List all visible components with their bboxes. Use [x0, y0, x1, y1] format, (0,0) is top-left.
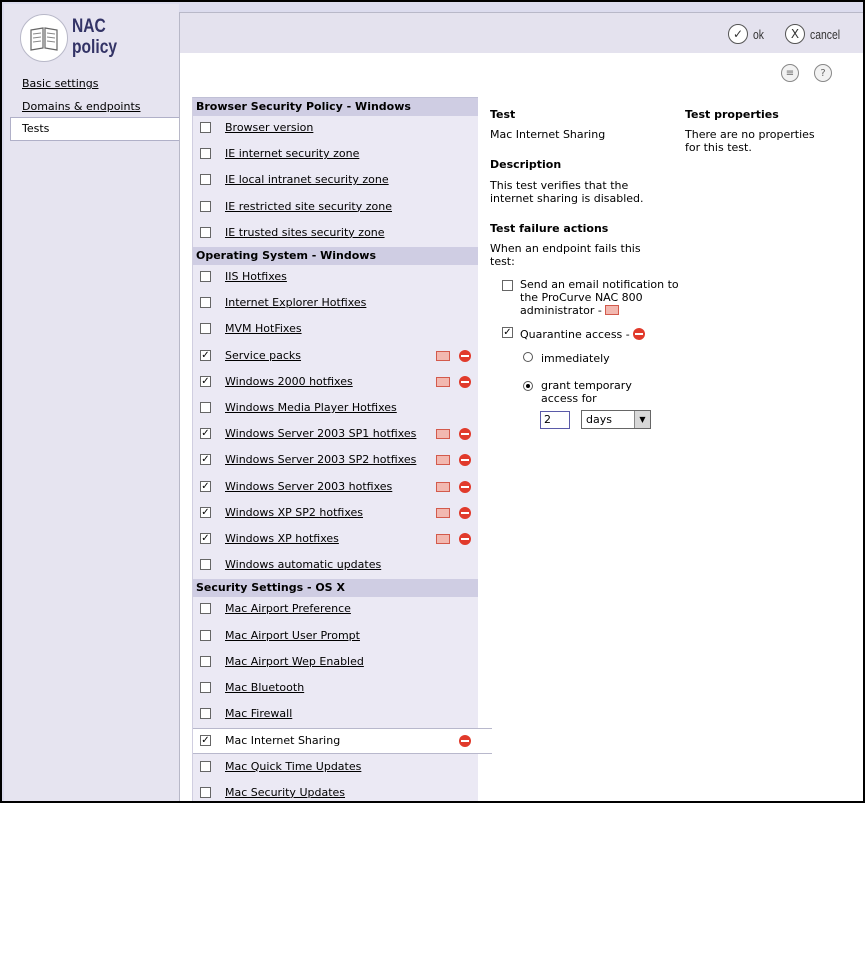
- cancel-button[interactable]: [785, 24, 848, 44]
- test-checkbox[interactable]: [200, 603, 211, 614]
- test-checkbox[interactable]: ✓: [201, 506, 210, 518]
- test-row[interactable]: [193, 553, 478, 579]
- list-icon[interactable]: ≡: [781, 64, 799, 82]
- test-checkbox[interactable]: ✓: [201, 349, 210, 361]
- main-panel: [179, 12, 865, 802]
- test-label[interactable]: MVM HotFixes: [225, 322, 302, 336]
- test-label[interactable]: Windows Server 2003 hotfixes: [225, 479, 393, 493]
- test-checkbox[interactable]: [200, 174, 211, 185]
- nav-basic-settings[interactable]: Basic settings: [22, 77, 99, 90]
- quarantine-icon: [459, 428, 471, 440]
- test-checkbox[interactable]: [200, 656, 211, 667]
- quarantine-icon: [633, 328, 645, 340]
- test-row[interactable]: [193, 317, 478, 343]
- test-label[interactable]: Mac Firewall: [225, 707, 293, 721]
- failure-actions-heading: Test failure actions: [490, 222, 609, 235]
- test-properties-text: There are no properties for this test.: [685, 128, 815, 154]
- test-label[interactable]: IIS Hotfixes: [225, 270, 287, 283]
- quarantine-access-checkbox[interactable]: ✓: [503, 327, 512, 338]
- test-row[interactable]: [193, 448, 478, 474]
- test-row[interactable]: [193, 422, 478, 448]
- nav-tests[interactable]: Tests: [10, 117, 179, 141]
- ok-label: ok: [753, 26, 764, 42]
- check-icon: ✓: [728, 24, 748, 44]
- test-name: Mac Internet Sharing: [490, 128, 606, 141]
- test-checkbox[interactable]: [200, 630, 211, 641]
- test-label[interactable]: Mac Airport Wep Enabled: [225, 654, 364, 668]
- test-heading: Test: [490, 108, 516, 121]
- test-row[interactable]: [193, 755, 478, 781]
- immediately-label: immediately: [541, 352, 610, 365]
- test-row[interactable]: [193, 728, 492, 754]
- test-row[interactable]: [193, 702, 478, 728]
- quarantine-access-label: [520, 326, 645, 341]
- ok-button[interactable]: [728, 24, 767, 44]
- group-header: Security Settings - OS X: [193, 579, 478, 597]
- test-checkbox[interactable]: ✓: [201, 533, 210, 544]
- group-header: Operating System - Windows: [193, 247, 478, 265]
- mail-icon: [436, 429, 450, 439]
- test-label[interactable]: Windows Server 2003 SP2 hotfixes: [225, 453, 417, 467]
- test-label[interactable]: Mac Security Updates: [225, 785, 346, 799]
- test-checkbox[interactable]: [200, 761, 211, 772]
- close-icon: X: [785, 24, 805, 44]
- quarantine-icon: [459, 533, 471, 545]
- mail-icon: [436, 534, 450, 544]
- test-checkbox[interactable]: [200, 787, 211, 798]
- test-checkbox[interactable]: ✓: [201, 735, 210, 747]
- test-label[interactable]: IE restricted site security zone: [225, 199, 392, 213]
- email-notification-checkbox[interactable]: [502, 280, 513, 291]
- test-label[interactable]: Mac Bluetooth: [225, 681, 305, 694]
- test-label[interactable]: Internet Explorer Hotfixes: [225, 296, 367, 310]
- failure-intro: When an endpoint fails this test:: [490, 242, 641, 268]
- test-checkbox[interactable]: [200, 201, 211, 212]
- test-row[interactable]: [193, 195, 478, 221]
- test-label[interactable]: Mac Airport User Prompt: [225, 628, 360, 642]
- test-label[interactable]: Mac Quick Time Updates: [225, 759, 362, 773]
- duration-unit-select[interactable]: [581, 410, 651, 429]
- test-checkbox[interactable]: [200, 682, 211, 693]
- top-toolbar: [180, 13, 865, 53]
- test-label[interactable]: Windows 2000 hotfixes: [225, 374, 353, 388]
- test-row[interactable]: [193, 344, 478, 370]
- mail-icon: [436, 351, 450, 361]
- mail-icon: [436, 508, 450, 518]
- quarantine-access-text: Quarantine access -: [520, 328, 630, 341]
- test-checkbox[interactable]: [200, 559, 211, 570]
- test-checkbox[interactable]: [200, 402, 211, 413]
- help-icon[interactable]: ?: [814, 64, 832, 82]
- test-list: [192, 97, 478, 803]
- test-row[interactable]: [193, 624, 478, 650]
- book-icon: [20, 14, 68, 62]
- test-row[interactable]: [193, 597, 478, 623]
- test-row[interactable]: [193, 265, 478, 291]
- test-checkbox[interactable]: ✓: [201, 375, 210, 387]
- quarantine-icon: [459, 481, 471, 493]
- test-label[interactable]: Service packs: [225, 348, 302, 362]
- test-label[interactable]: IE internet security zone: [225, 147, 360, 161]
- test-label[interactable]: Windows Media Player Hotfixes: [225, 401, 397, 414]
- test-row[interactable]: [193, 116, 478, 142]
- test-label[interactable]: Browser version: [225, 121, 314, 134]
- test-checkbox[interactable]: [200, 708, 211, 719]
- test-properties-heading: Test properties: [685, 108, 779, 121]
- duration-unit-value: days: [586, 413, 612, 426]
- test-row[interactable]: [193, 527, 478, 553]
- test-label[interactable]: Windows automatic updates: [225, 558, 382, 572]
- test-label[interactable]: Windows XP hotfixes: [225, 532, 339, 545]
- test-checkbox[interactable]: [200, 122, 211, 133]
- test-row[interactable]: [193, 370, 478, 396]
- immediately-radio[interactable]: [523, 352, 533, 362]
- test-row[interactable]: [193, 475, 478, 501]
- test-row[interactable]: [193, 501, 478, 527]
- quarantine-icon: [459, 350, 471, 362]
- email-notification-text: Send an email notification to the ProCurve NAC 800 administrator -: [520, 278, 679, 317]
- duration-input[interactable]: 2: [540, 411, 570, 429]
- test-checkbox[interactable]: [200, 297, 211, 308]
- test-row[interactable]: [193, 142, 478, 168]
- test-label[interactable]: IE trusted sites security zone: [225, 225, 385, 239]
- mail-icon: [605, 305, 619, 315]
- test-row[interactable]: [193, 396, 478, 422]
- test-label[interactable]: Windows XP SP2 hotfixes: [225, 505, 363, 519]
- test-row[interactable]: [193, 676, 478, 702]
- quarantine-icon: [459, 454, 471, 466]
- description-text: This test verifies that the internet sharing is disabled.: [490, 179, 644, 205]
- test-row[interactable]: [193, 650, 478, 676]
- test-checkbox[interactable]: ✓: [201, 454, 210, 466]
- grant-temporary-radio[interactable]: [523, 381, 533, 391]
- chevron-down-icon: ▼: [634, 411, 650, 428]
- mail-icon: [436, 482, 450, 492]
- quarantine-icon: [459, 376, 471, 388]
- test-row[interactable]: [193, 781, 478, 803]
- test-checkbox[interactable]: [200, 323, 211, 334]
- test-label[interactable]: Windows Server 2003 SP1 hotfixes: [225, 427, 417, 441]
- group-header: Browser Security Policy - Windows: [193, 98, 478, 116]
- test-row[interactable]: [193, 291, 478, 317]
- grant-temporary-label: grant temporary access for: [541, 379, 632, 405]
- test-label[interactable]: Mac Internet Sharing: [225, 734, 341, 748]
- nac-policy-logo: [20, 14, 165, 64]
- logo-line-2: policy: [72, 37, 118, 58]
- test-checkbox[interactable]: [200, 271, 211, 282]
- mail-icon: [436, 455, 450, 465]
- logo-line-1: NAC: [72, 16, 106, 37]
- email-notification-label: [520, 278, 680, 317]
- test-checkbox[interactable]: ✓: [201, 428, 210, 440]
- quarantine-icon: [459, 507, 471, 519]
- test-label[interactable]: IE local intranet security zone: [225, 173, 389, 187]
- test-checkbox[interactable]: ✓: [201, 480, 210, 492]
- test-row[interactable]: [193, 168, 478, 194]
- test-label[interactable]: Mac Airport Preference: [225, 602, 351, 616]
- nav-domains-endpoints[interactable]: Domains & endpoints: [22, 100, 141, 113]
- cancel-label: cancel: [810, 26, 841, 42]
- description-heading: Description: [490, 158, 562, 171]
- mail-icon: [436, 377, 450, 387]
- test-checkbox[interactable]: [200, 148, 211, 159]
- test-row[interactable]: [193, 221, 478, 247]
- quarantine-icon: [459, 735, 471, 747]
- test-checkbox[interactable]: [200, 227, 211, 238]
